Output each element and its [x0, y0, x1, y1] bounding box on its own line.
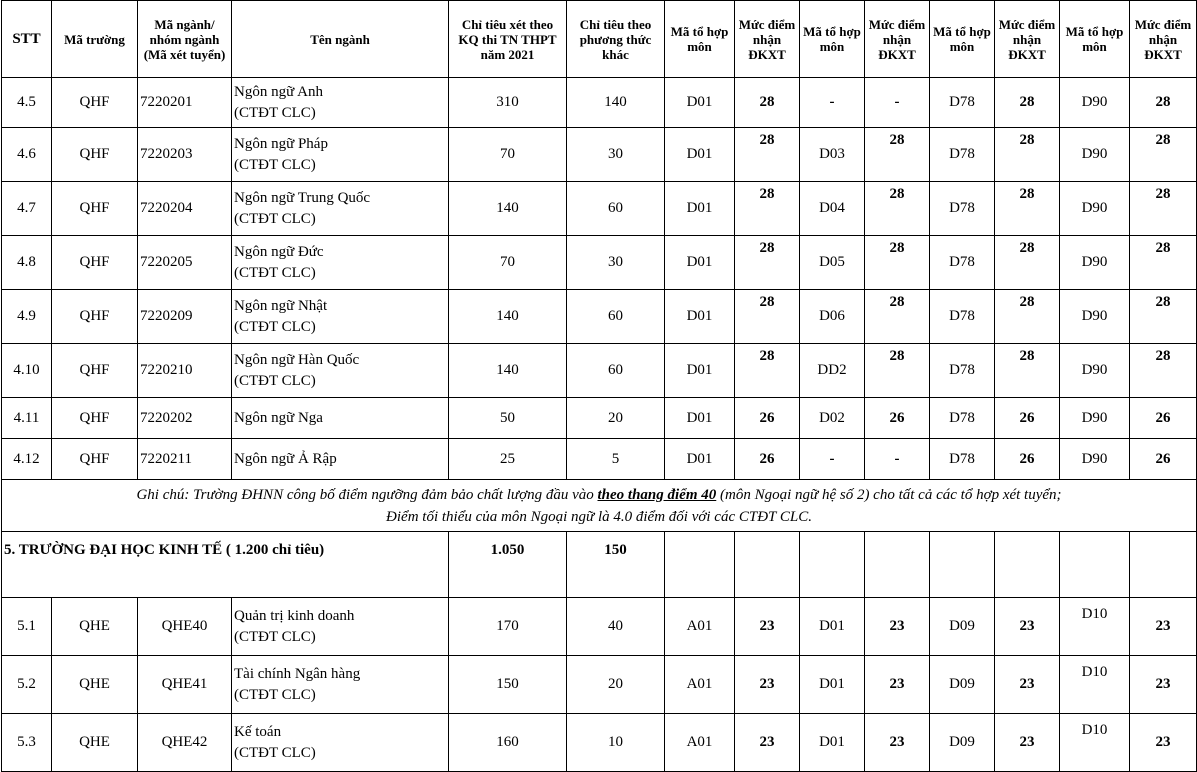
- ten-nganh-line1: Ngôn ngữ Trung Quốc: [234, 189, 371, 206]
- cell-chi-tieu-khac: 5: [567, 439, 665, 480]
- note-line1-pre: Ghi chú: Trường ĐHNN công bố điểm ngưỡng đảm bảo chất lượng đầu vào: [136, 486, 598, 503]
- cell-muc-diem-2: 26: [865, 398, 930, 439]
- cell-ma-to-hop-4: D10: [1060, 656, 1130, 714]
- cell-muc-diem-4: 28: [1130, 236, 1197, 290]
- table-row: [2, 598, 1197, 656]
- cell-muc-diem-1: 23: [735, 598, 800, 656]
- cell-ma-to-hop-4: D90: [1060, 182, 1130, 236]
- cell-ma-to-hop-1: D01: [665, 344, 735, 398]
- cell-muc-diem-1: 26: [735, 398, 800, 439]
- cell-muc-diem-4: 28: [1130, 182, 1197, 236]
- section-row: [2, 532, 1197, 598]
- cell-ma-to-hop-1: D01: [665, 128, 735, 182]
- cell-ma-to-hop-3: D78: [930, 344, 995, 398]
- cell-muc-diem-2: 23: [865, 656, 930, 714]
- cell-chi-tieu-thpt: 310: [449, 78, 567, 128]
- cell-ma-to-hop-1: A01: [665, 714, 735, 772]
- cell-muc-diem-1: 28: [735, 182, 800, 236]
- table-row: [2, 290, 1197, 344]
- cell-chi-tieu-khac: 60: [567, 290, 665, 344]
- header-chi-tieu-khac: Chỉ tiêu theo phương thức khác: [567, 1, 665, 78]
- cell-stt: 4.8: [2, 236, 52, 290]
- cell-ma-to-hop-2: D06: [800, 290, 865, 344]
- cell-ma-nganh: QHE42: [138, 714, 232, 772]
- ten-nganh-line2: (CTĐT CLC): [234, 372, 316, 389]
- cell-ten-nganh: [232, 439, 449, 480]
- cell-ten-nganh: [232, 656, 449, 714]
- section-empty-cell: [1130, 532, 1197, 598]
- ten-nganh-line2: (CTĐT CLC): [234, 686, 316, 703]
- ten-nganh-line2: (CTĐT CLC): [234, 318, 316, 335]
- header-muc-diem-2: Mức điểm nhận ĐKXT: [865, 1, 930, 78]
- cell-ma-to-hop-4: D90: [1060, 236, 1130, 290]
- cell-ma-truong: QHF: [52, 182, 138, 236]
- cell-ma-to-hop-3: D09: [930, 598, 995, 656]
- cell-stt: 5.2: [2, 656, 52, 714]
- ten-nganh-line1: Ngôn ngữ Nhật: [234, 297, 328, 314]
- table-row: [2, 714, 1197, 772]
- cell-stt: 4.5: [2, 78, 52, 128]
- note-line1-emphasis: theo thang điểm 40: [597, 486, 717, 503]
- cell-ten-nganh: [232, 182, 449, 236]
- header-chi-tieu-thpt: Chỉ tiêu xét theo KQ thi TN THPT năm 2021: [449, 1, 567, 78]
- cell-ma-to-hop-1: D01: [665, 439, 735, 480]
- note-line2: Điểm tối thiểu của môn Ngoại ngữ là 4.0 điểm đối với các CTĐT CLC.: [386, 508, 812, 525]
- cell-chi-tieu-thpt: 140: [449, 344, 567, 398]
- cell-muc-diem-1: 26: [735, 439, 800, 480]
- cell-ma-to-hop-4: D90: [1060, 398, 1130, 439]
- cell-muc-diem-2: 28: [865, 290, 930, 344]
- cell-ma-nganh: 7220209: [138, 290, 232, 344]
- cell-ma-to-hop-2: -: [800, 439, 865, 480]
- cell-ma-to-hop-3: D09: [930, 714, 995, 772]
- cell-ma-to-hop-1: A01: [665, 598, 735, 656]
- cell-ma-to-hop-1: D01: [665, 236, 735, 290]
- cell-chi-tieu-thpt: 170: [449, 598, 567, 656]
- cell-chi-tieu-khac: 60: [567, 182, 665, 236]
- cell-ma-to-hop-3: D78: [930, 236, 995, 290]
- cell-muc-diem-3: 26: [995, 439, 1060, 480]
- cell-chi-tieu-khac: 60: [567, 344, 665, 398]
- cell-ma-to-hop-2: -: [800, 78, 865, 128]
- cell-chi-tieu-khac: 30: [567, 236, 665, 290]
- ten-nganh-line1: Ngôn ngữ Nga: [234, 409, 323, 426]
- table-row: [2, 398, 1197, 439]
- cell-chi-tieu-khac: 20: [567, 398, 665, 439]
- section-empty-cell: [665, 532, 735, 598]
- cell-ten-nganh: [232, 290, 449, 344]
- cell-chi-tieu-thpt: 140: [449, 182, 567, 236]
- cell-muc-diem-1: 28: [735, 236, 800, 290]
- cell-muc-diem-2: 28: [865, 344, 930, 398]
- ten-nganh-line2: (CTĐT CLC): [234, 210, 316, 227]
- cell-stt: 4.10: [2, 344, 52, 398]
- table-row: [2, 182, 1197, 236]
- cell-ma-truong: QHF: [52, 398, 138, 439]
- cell-muc-diem-4: 28: [1130, 78, 1197, 128]
- cell-muc-diem-2: -: [865, 78, 930, 128]
- cell-ma-truong: QHF: [52, 290, 138, 344]
- cell-ma-to-hop-4: D90: [1060, 78, 1130, 128]
- cell-muc-diem-2: 28: [865, 236, 930, 290]
- cell-ma-to-hop-4: D90: [1060, 344, 1130, 398]
- table-row: [2, 439, 1197, 480]
- cell-muc-diem-1: 23: [735, 656, 800, 714]
- section-empty-cell: [735, 532, 800, 598]
- cell-muc-diem-1: 23: [735, 714, 800, 772]
- cell-muc-diem-3: 28: [995, 290, 1060, 344]
- header-ma-to-hop-4: Mã tổ hợp môn: [1060, 1, 1130, 78]
- cell-ten-nganh: [232, 128, 449, 182]
- header-muc-diem-4: Mức điểm nhận ĐKXT: [1130, 1, 1197, 78]
- note-line1-post: (môn Ngoại ngữ hệ số 2) cho tất cả các tổ hợp xét tuyển;: [716, 486, 1062, 503]
- cell-muc-diem-2: 28: [865, 182, 930, 236]
- header-ma-to-hop-1: Mã tổ hợp môn: [665, 1, 735, 78]
- cell-ma-nganh: QHE40: [138, 598, 232, 656]
- cell-ma-to-hop-1: D01: [665, 78, 735, 128]
- cell-ma-to-hop-2: D01: [800, 656, 865, 714]
- cell-ma-to-hop-4: D90: [1060, 128, 1130, 182]
- cell-muc-diem-4: 23: [1130, 656, 1197, 714]
- cell-muc-diem-1: 28: [735, 344, 800, 398]
- table-row: [2, 236, 1197, 290]
- ten-nganh-line1: Quản trị kinh doanh: [234, 607, 355, 624]
- header-ma-truong: Mã trường: [52, 1, 138, 78]
- cell-ma-nganh: 7220205: [138, 236, 232, 290]
- cell-ten-nganh: [232, 344, 449, 398]
- cell-ma-nganh: 7220204: [138, 182, 232, 236]
- header-ten-nganh: Tên ngành: [232, 1, 449, 78]
- section-empty-cell: [1060, 532, 1130, 598]
- ten-nganh-line1: Kế toán: [234, 723, 282, 740]
- cell-ma-to-hop-2: D04: [800, 182, 865, 236]
- section-empty-cell: [800, 532, 865, 598]
- table-body: [2, 78, 1197, 772]
- cell-stt: 4.12: [2, 439, 52, 480]
- cell-ma-truong: QHE: [52, 714, 138, 772]
- cell-ma-nganh: 7220202: [138, 398, 232, 439]
- cell-muc-diem-4: 28: [1130, 344, 1197, 398]
- cell-chi-tieu-thpt: 140: [449, 290, 567, 344]
- cell-ma-to-hop-4: D10: [1060, 598, 1130, 656]
- cell-chi-tieu-thpt: 70: [449, 236, 567, 290]
- cell-chi-tieu-thpt: 50: [449, 398, 567, 439]
- cell-muc-diem-3: 23: [995, 656, 1060, 714]
- cell-muc-diem-4: 23: [1130, 714, 1197, 772]
- cell-ma-to-hop-4: D90: [1060, 439, 1130, 480]
- cell-ma-truong: QHF: [52, 236, 138, 290]
- table-row: [2, 128, 1197, 182]
- cell-ma-to-hop-3: D78: [930, 290, 995, 344]
- section-chi-tieu-khac: 150: [567, 532, 665, 598]
- cell-ten-nganh: [232, 398, 449, 439]
- header-stt: STT: [2, 1, 52, 78]
- cell-ma-truong: QHF: [52, 439, 138, 480]
- cell-ma-to-hop-1: D01: [665, 398, 735, 439]
- ten-nganh-line2: (CTĐT CLC): [234, 264, 316, 281]
- cell-ma-nganh: 7220201: [138, 78, 232, 128]
- section-empty-cell: [865, 532, 930, 598]
- cell-muc-diem-3: 23: [995, 598, 1060, 656]
- cell-muc-diem-3: 28: [995, 128, 1060, 182]
- cell-stt: 4.6: [2, 128, 52, 182]
- admission-table: [1, 0, 1197, 772]
- cell-muc-diem-4: 26: [1130, 439, 1197, 480]
- table-header: [2, 1, 1197, 78]
- section-empty-cell: [930, 532, 995, 598]
- cell-chi-tieu-thpt: 25: [449, 439, 567, 480]
- cell-ma-to-hop-2: D01: [800, 714, 865, 772]
- cell-muc-diem-1: 28: [735, 78, 800, 128]
- ten-nganh-line1: Ngôn ngữ Pháp: [234, 135, 328, 152]
- header-muc-diem-3: Mức điểm nhận ĐKXT: [995, 1, 1060, 78]
- cell-ma-to-hop-3: D78: [930, 78, 995, 128]
- note-row: [2, 480, 1197, 532]
- cell-ma-to-hop-2: D01: [800, 598, 865, 656]
- header-ma-to-hop-3: Mã tổ hợp môn: [930, 1, 995, 78]
- cell-chi-tieu-khac: 30: [567, 128, 665, 182]
- cell-chi-tieu-thpt: 70: [449, 128, 567, 182]
- cell-muc-diem-3: 28: [995, 236, 1060, 290]
- cell-muc-diem-4: 28: [1130, 290, 1197, 344]
- cell-muc-diem-1: 28: [735, 290, 800, 344]
- cell-stt: 4.11: [2, 398, 52, 439]
- table-row: [2, 78, 1197, 128]
- cell-ma-to-hop-1: D01: [665, 290, 735, 344]
- ten-nganh-line1: Ngôn ngữ Hàn Quốc: [234, 351, 360, 368]
- cell-stt: 5.3: [2, 714, 52, 772]
- cell-ma-to-hop-2: D02: [800, 398, 865, 439]
- cell-muc-diem-3: 26: [995, 398, 1060, 439]
- cell-chi-tieu-khac: 10: [567, 714, 665, 772]
- cell-ten-nganh: [232, 714, 449, 772]
- cell-muc-diem-4: 26: [1130, 398, 1197, 439]
- ten-nganh-line2: (CTĐT CLC): [234, 628, 316, 645]
- cell-ten-nganh: [232, 78, 449, 128]
- cell-chi-tieu-khac: 20: [567, 656, 665, 714]
- cell-muc-diem-4: 28: [1130, 128, 1197, 182]
- cell-ma-to-hop-4: D90: [1060, 290, 1130, 344]
- header-ma-to-hop-2: Mã tổ hợp môn: [800, 1, 865, 78]
- header-muc-diem-1: Mức điểm nhận ĐKXT: [735, 1, 800, 78]
- cell-stt: 4.9: [2, 290, 52, 344]
- section-chi-tieu-thpt: 1.050: [449, 532, 567, 598]
- cell-muc-diem-1: 28: [735, 128, 800, 182]
- cell-chi-tieu-thpt: 160: [449, 714, 567, 772]
- cell-ma-truong: QHF: [52, 78, 138, 128]
- cell-stt: 5.1: [2, 598, 52, 656]
- cell-ma-truong: QHE: [52, 598, 138, 656]
- cell-ma-nganh: QHE41: [138, 656, 232, 714]
- cell-chi-tieu-thpt: 150: [449, 656, 567, 714]
- ten-nganh-line2: (CTĐT CLC): [234, 104, 316, 121]
- ten-nganh-line2: (CTĐT CLC): [234, 156, 316, 173]
- cell-chi-tieu-khac: 140: [567, 78, 665, 128]
- note-cell: [2, 480, 1197, 532]
- cell-ma-to-hop-1: A01: [665, 656, 735, 714]
- cell-muc-diem-3: 28: [995, 182, 1060, 236]
- table-row: [2, 344, 1197, 398]
- cell-muc-diem-3: 23: [995, 714, 1060, 772]
- cell-ma-truong: QHE: [52, 656, 138, 714]
- section-title: 5. TRƯỜNG ĐẠI HỌC KINH TẾ ( 1.200 chỉ tiêu): [2, 532, 449, 598]
- cell-ma-to-hop-4: D10: [1060, 714, 1130, 772]
- cell-ma-to-hop-2: DD2: [800, 344, 865, 398]
- ten-nganh-line1: Tài chính Ngân hàng: [234, 665, 361, 682]
- cell-ma-to-hop-3: D78: [930, 439, 995, 480]
- cell-ma-to-hop-1: D01: [665, 182, 735, 236]
- cell-muc-diem-3: 28: [995, 78, 1060, 128]
- cell-muc-diem-4: 23: [1130, 598, 1197, 656]
- cell-ma-to-hop-3: D78: [930, 398, 995, 439]
- cell-chi-tieu-khac: 40: [567, 598, 665, 656]
- cell-ma-nganh: 7220210: [138, 344, 232, 398]
- cell-ma-to-hop-2: D03: [800, 128, 865, 182]
- cell-muc-diem-2: 23: [865, 598, 930, 656]
- table-row: [2, 656, 1197, 714]
- cell-ma-to-hop-3: D09: [930, 656, 995, 714]
- header-ma-nganh: Mã ngành/ nhóm ngành (Mã xét tuyển): [138, 1, 232, 78]
- ten-nganh-line2: (CTĐT CLC): [234, 744, 316, 761]
- cell-stt: 4.7: [2, 182, 52, 236]
- cell-ma-nganh: 7220211: [138, 439, 232, 480]
- cell-muc-diem-2: 23: [865, 714, 930, 772]
- cell-ma-nganh: 7220203: [138, 128, 232, 182]
- cell-ma-truong: QHF: [52, 344, 138, 398]
- cell-muc-diem-3: 28: [995, 344, 1060, 398]
- ten-nganh-line1: Ngôn ngữ Ả Rập: [234, 450, 337, 467]
- cell-ma-to-hop-2: D05: [800, 236, 865, 290]
- cell-ten-nganh: [232, 236, 449, 290]
- section-empty-cell: [995, 532, 1060, 598]
- cell-muc-diem-2: 28: [865, 128, 930, 182]
- ten-nganh-line1: Ngôn ngữ Anh: [234, 83, 323, 100]
- cell-ma-truong: QHF: [52, 128, 138, 182]
- cell-ma-to-hop-3: D78: [930, 182, 995, 236]
- cell-muc-diem-2: -: [865, 439, 930, 480]
- ten-nganh-line1: Ngôn ngữ Đức: [234, 243, 324, 260]
- cell-ten-nganh: [232, 598, 449, 656]
- cell-ma-to-hop-3: D78: [930, 128, 995, 182]
